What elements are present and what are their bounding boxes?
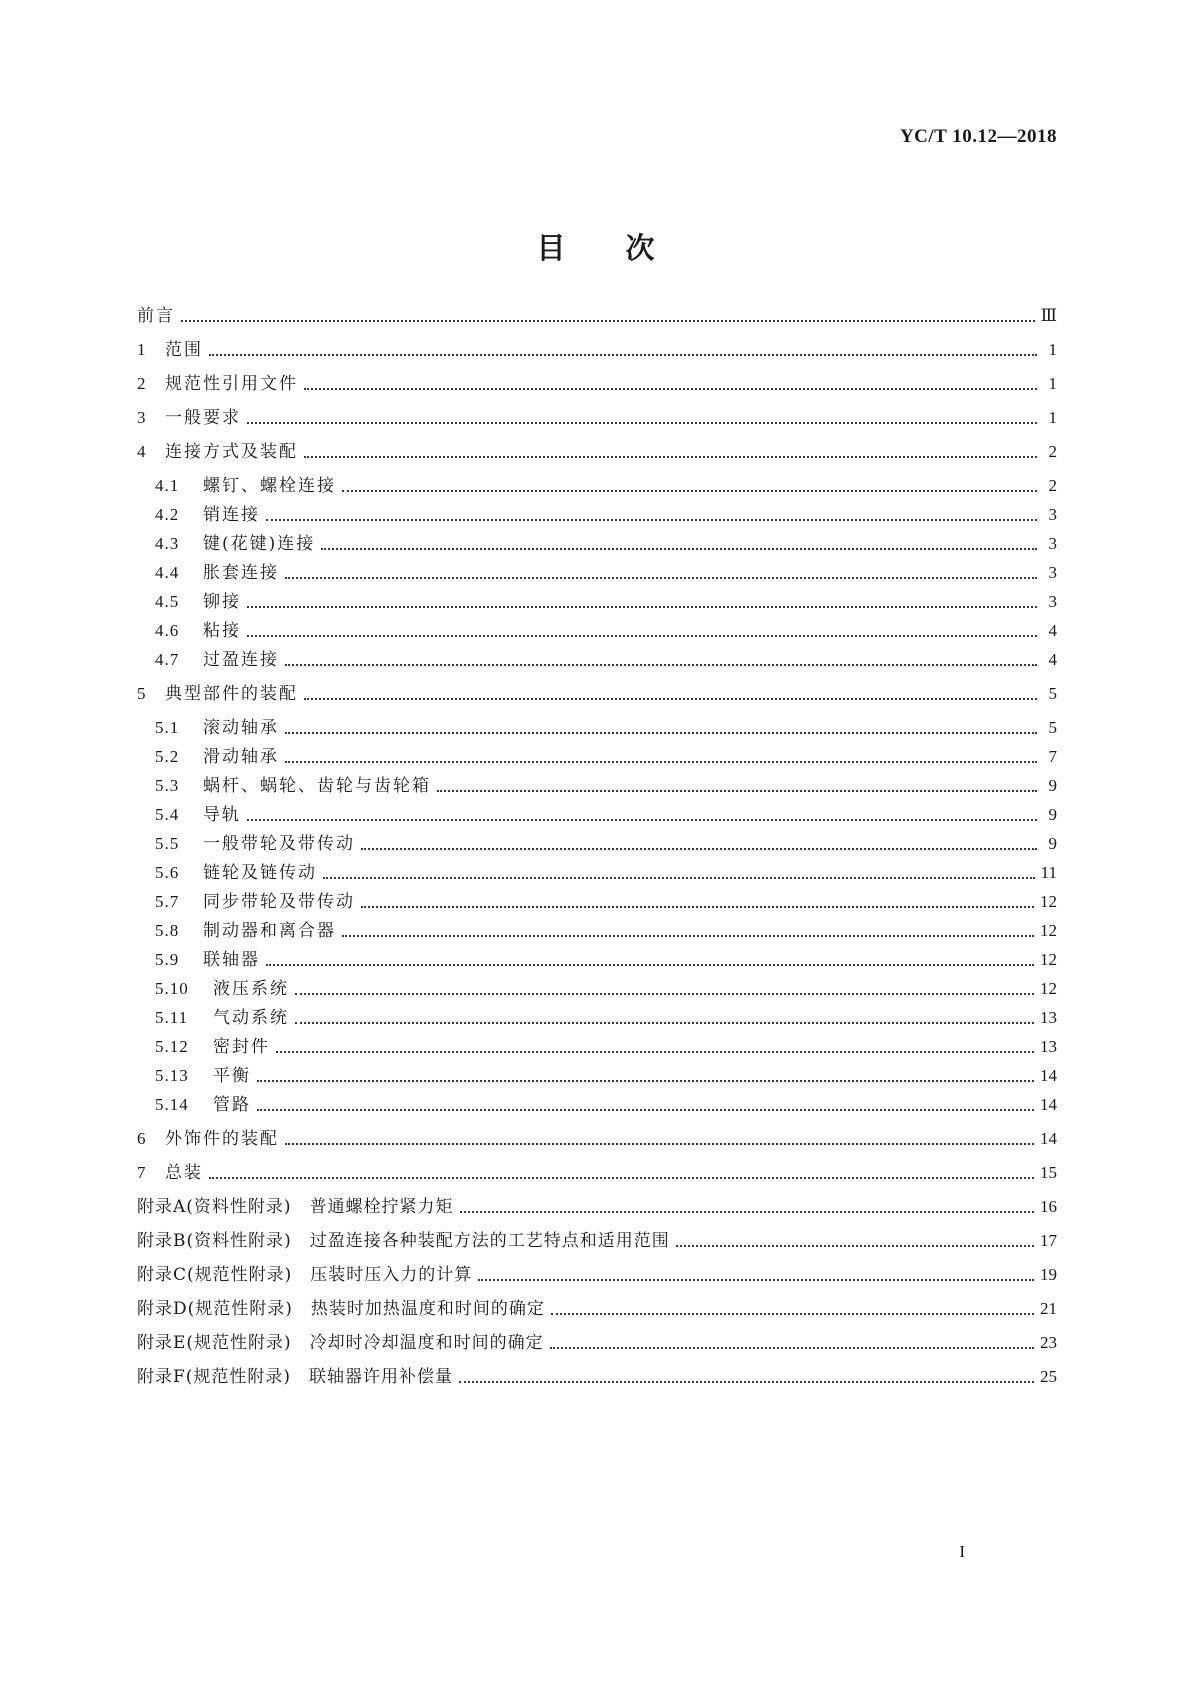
toc-entry-page: 1 <box>1048 374 1057 393</box>
toc-entry-page: 1 <box>1048 408 1057 427</box>
table-of-contents <box>137 0 1057 1684</box>
toc-entry-label: 联轴器 <box>203 950 260 970</box>
toc-leader-dots <box>257 1080 1034 1082</box>
toc-entry-page: 23 <box>1040 1333 1057 1352</box>
toc-entry-label: 同步带轮及带传动 <box>203 892 355 912</box>
toc-entry-number: 5.11 <box>155 1008 189 1027</box>
toc-leader-dots <box>266 519 1037 521</box>
toc-leader-dots <box>285 577 1037 579</box>
toc-entry-number: 6 <box>137 1129 147 1148</box>
toc-leader-dots <box>459 1381 1034 1383</box>
toc-entry-page: 14 <box>1040 1129 1057 1148</box>
toc-entry-page: 14 <box>1040 1066 1057 1085</box>
toc-leader-dots <box>276 1051 1034 1053</box>
toc-entry-appendix[interactable] <box>137 1365 1057 1389</box>
toc-entry-label: 前言 <box>137 306 175 326</box>
toc-entry-page: 4 <box>1048 621 1057 640</box>
toc-entry-number: 5.12 <box>155 1037 189 1056</box>
toc-entry-page: 13 <box>1040 1037 1057 1056</box>
toc-entry-number: 4.3 <box>155 534 180 553</box>
toc-leader-dots <box>285 1143 1034 1145</box>
toc-entry-number: 5.1 <box>155 718 180 737</box>
toc-entry-page: 3 <box>1048 592 1057 611</box>
toc-entry-label: 粘接 <box>203 621 241 641</box>
toc-subentry[interactable] <box>137 619 1057 643</box>
toc-entry-label: 附录A(资料性附录) 普通螺栓拧紧力矩 <box>137 1197 454 1217</box>
toc-subentry[interactable] <box>137 803 1057 827</box>
toc-entry-page: 17 <box>1040 1231 1057 1250</box>
toc-entry-page: 19 <box>1040 1265 1057 1284</box>
toc-entry-page: 15 <box>1040 1163 1057 1182</box>
toc-entry-number: 5.6 <box>155 863 180 882</box>
toc-leader-dots <box>342 490 1037 492</box>
toc-subentry[interactable] <box>137 832 1057 856</box>
toc-entry-page: 14 <box>1040 1095 1057 1114</box>
toc-entry-page: 9 <box>1048 834 1057 853</box>
toc-leader-dots <box>209 354 1037 356</box>
toc-entry-page: 16 <box>1040 1197 1057 1216</box>
toc-entry-number: 4.4 <box>155 563 180 582</box>
toc-entry-label: 销连接 <box>203 505 260 525</box>
toc-entry[interactable] <box>137 372 1057 396</box>
toc-leader-dots <box>460 1211 1034 1213</box>
toc-entry-number: 4.6 <box>155 621 180 640</box>
toc-entry-appendix[interactable] <box>137 1297 1057 1321</box>
toc-leader-dots <box>295 993 1034 995</box>
toc-subentry[interactable] <box>137 890 1057 914</box>
toc-entry-number: 5.9 <box>155 950 180 969</box>
toc-entry-page: 1 <box>1048 340 1057 359</box>
toc-entry-number: 5.3 <box>155 776 180 795</box>
toc-entry-number: 7 <box>137 1163 147 1182</box>
toc-entry-label: 附录D(规范性附录) 热装时加热温度和时间的确定 <box>137 1299 545 1319</box>
toc-subentry[interactable] <box>137 590 1057 614</box>
toc-entry-label: 总装 <box>165 1163 203 1183</box>
toc-leader-dots <box>361 906 1034 908</box>
page-number: I <box>959 1542 965 1561</box>
toc-entry-number: 4.2 <box>155 505 180 524</box>
toc-entry-label: 键(花键)连接 <box>203 534 316 554</box>
toc-entry-foreword[interactable] <box>137 304 1057 328</box>
toc-subentry[interactable] <box>137 648 1057 672</box>
toc-entry-label: 附录C(规范性附录) 压装时压入力的计算 <box>137 1265 473 1285</box>
toc-subentry[interactable] <box>137 474 1057 498</box>
toc-entry-page: 12 <box>1040 921 1057 940</box>
toc-entry-number: 5.8 <box>155 921 180 940</box>
toc-entry-page: Ⅲ <box>1040 306 1057 325</box>
toc-entry-page: 9 <box>1048 776 1057 795</box>
toc-leader-dots <box>361 848 1037 850</box>
toc-entry-label: 滚动轴承 <box>203 718 279 738</box>
toc-entry[interactable] <box>137 1127 1057 1151</box>
toc-subentry[interactable] <box>137 948 1057 972</box>
toc-leader-dots <box>285 664 1037 666</box>
toc-entry-label: 铆接 <box>203 592 241 612</box>
toc-subentry[interactable] <box>137 919 1057 943</box>
toc-leader-dots <box>304 388 1037 390</box>
toc-entry-label: 蜗杆、蜗轮、齿轮与齿轮箱 <box>203 776 431 796</box>
toc-leader-dots <box>437 790 1037 792</box>
toc-entry-page: 12 <box>1040 950 1057 969</box>
toc-entry-page: 9 <box>1048 805 1057 824</box>
toc-subentry[interactable] <box>137 532 1057 556</box>
toc-entry-label: 制动器和离合器 <box>203 921 336 941</box>
toc-subentry[interactable] <box>137 561 1057 585</box>
toc-entry-number: 1 <box>137 340 147 359</box>
toc-entry-label: 滑动轴承 <box>203 747 279 767</box>
toc-leader-dots <box>257 1109 1034 1111</box>
toc-subentry[interactable] <box>137 745 1057 769</box>
toc-leader-dots <box>295 1022 1034 1024</box>
toc-entry-label: 导轨 <box>203 805 241 825</box>
toc-title: 目次 <box>536 231 715 265</box>
toc-entry-label: 外饰件的装配 <box>165 1129 279 1149</box>
toc-entry-label: 附录F(规范性附录) 联轴器许用补偿量 <box>137 1367 454 1387</box>
toc-leader-dots <box>209 1177 1034 1179</box>
toc-leader-dots <box>676 1245 1034 1247</box>
toc-leader-dots <box>478 1279 1034 1281</box>
toc-entry-number: 5.2 <box>155 747 180 766</box>
toc-entry-label: 一般要求 <box>165 408 241 428</box>
toc-subentry[interactable] <box>137 977 1057 1001</box>
toc-subentry[interactable] <box>137 1064 1057 1088</box>
toc-entry-label: 液压系统 <box>213 979 289 999</box>
toc-leader-dots <box>247 606 1037 608</box>
toc-leader-dots <box>266 964 1034 966</box>
toc-entry-number: 5.13 <box>155 1066 189 1085</box>
standard-code: YC/T 10.12—2018 <box>899 126 1057 147</box>
toc-entry-page: 12 <box>1040 892 1057 911</box>
toc-subentry[interactable] <box>137 1035 1057 1059</box>
toc-entry-number: 5.10 <box>155 979 189 998</box>
toc-entry-number: 4.7 <box>155 650 180 669</box>
toc-subentry[interactable] <box>137 774 1057 798</box>
toc-entry-label: 一般带轮及带传动 <box>203 834 355 854</box>
toc-entry[interactable] <box>137 338 1057 362</box>
toc-entry[interactable] <box>137 406 1057 430</box>
toc-entry-page: 3 <box>1048 534 1057 553</box>
toc-entry-number: 5 <box>137 684 147 703</box>
toc-leader-dots <box>304 456 1037 458</box>
toc-leader-dots <box>181 320 1035 322</box>
toc-leader-dots <box>550 1347 1034 1349</box>
toc-leader-dots <box>342 935 1034 937</box>
toc-leader-dots <box>304 698 1037 700</box>
toc-entry-label: 附录E(规范性附录) 冷却时冷却温度和时间的确定 <box>137 1333 544 1353</box>
toc-entry-label: 螺钉、螺栓连接 <box>203 476 336 496</box>
toc-entry-page: 3 <box>1048 563 1057 582</box>
toc-leader-dots <box>247 819 1037 821</box>
toc-entry-page: 21 <box>1040 1299 1057 1318</box>
toc-entry-number: 5.5 <box>155 834 180 853</box>
toc-entry[interactable] <box>137 440 1057 464</box>
toc-entry-number: 4 <box>137 442 147 461</box>
toc-entry-label: 胀套连接 <box>203 563 279 583</box>
toc-entry-label: 密封件 <box>213 1037 270 1057</box>
toc-entry-page: 11 <box>1040 863 1057 882</box>
toc-entry-number: 2 <box>137 374 147 393</box>
toc-entry-page: 2 <box>1048 442 1057 461</box>
toc-entry-appendix[interactable] <box>137 1229 1057 1253</box>
toc-entry-page: 4 <box>1048 650 1057 669</box>
toc-leader-dots <box>247 635 1037 637</box>
toc-entry-page: 3 <box>1048 505 1057 524</box>
toc-entry-page: 5 <box>1048 684 1057 703</box>
toc-entry[interactable] <box>137 682 1057 706</box>
toc-entry-label: 连接方式及装配 <box>165 442 298 462</box>
toc-entry-label: 规范性引用文件 <box>165 374 298 394</box>
toc-leader-dots <box>323 877 1035 879</box>
toc-subentry[interactable] <box>137 1006 1057 1030</box>
toc-leader-dots <box>285 732 1037 734</box>
toc-entry-page: 2 <box>1048 476 1057 495</box>
toc-entry-number: 5.7 <box>155 892 180 911</box>
toc-subentry[interactable] <box>137 716 1057 740</box>
toc-entry[interactable] <box>137 1161 1057 1185</box>
toc-entry-label: 范围 <box>165 340 203 360</box>
toc-entry-appendix[interactable] <box>137 1263 1057 1287</box>
toc-entry-appendix[interactable] <box>137 1331 1057 1355</box>
toc-subentry[interactable] <box>137 1093 1057 1117</box>
toc-entry-page: 25 <box>1040 1367 1057 1386</box>
toc-entry-page: 13 <box>1040 1008 1057 1027</box>
toc-entry-label: 过盈连接 <box>203 650 279 670</box>
toc-entry-page: 12 <box>1040 979 1057 998</box>
toc-leader-dots <box>321 548 1037 550</box>
toc-entry-label: 链轮及链传动 <box>203 863 317 883</box>
toc-leader-dots <box>285 761 1037 763</box>
toc-subentry[interactable] <box>137 861 1057 885</box>
toc-leader-dots <box>551 1313 1034 1315</box>
toc-entry-number: 5.14 <box>155 1095 189 1114</box>
toc-entry-label: 管路 <box>213 1095 251 1115</box>
toc-entry-number: 4.5 <box>155 592 180 611</box>
toc-leader-dots <box>247 422 1037 424</box>
toc-entry-label: 典型部件的装配 <box>165 684 298 704</box>
toc-entry-number: 5.4 <box>155 805 180 824</box>
toc-entry-page: 7 <box>1048 747 1057 766</box>
toc-entry-appendix[interactable] <box>137 1195 1057 1219</box>
toc-subentry[interactable] <box>137 503 1057 527</box>
toc-entry-label: 平衡 <box>213 1066 251 1086</box>
toc-entry-number: 3 <box>137 408 147 427</box>
toc-entry-label: 附录B(资料性附录) 过盈连接各种装配方法的工艺特点和适用范围 <box>137 1231 670 1251</box>
toc-entry-number: 4.1 <box>155 476 180 495</box>
toc-entry-page: 5 <box>1048 718 1057 737</box>
toc-entry-label: 气动系统 <box>213 1008 289 1028</box>
